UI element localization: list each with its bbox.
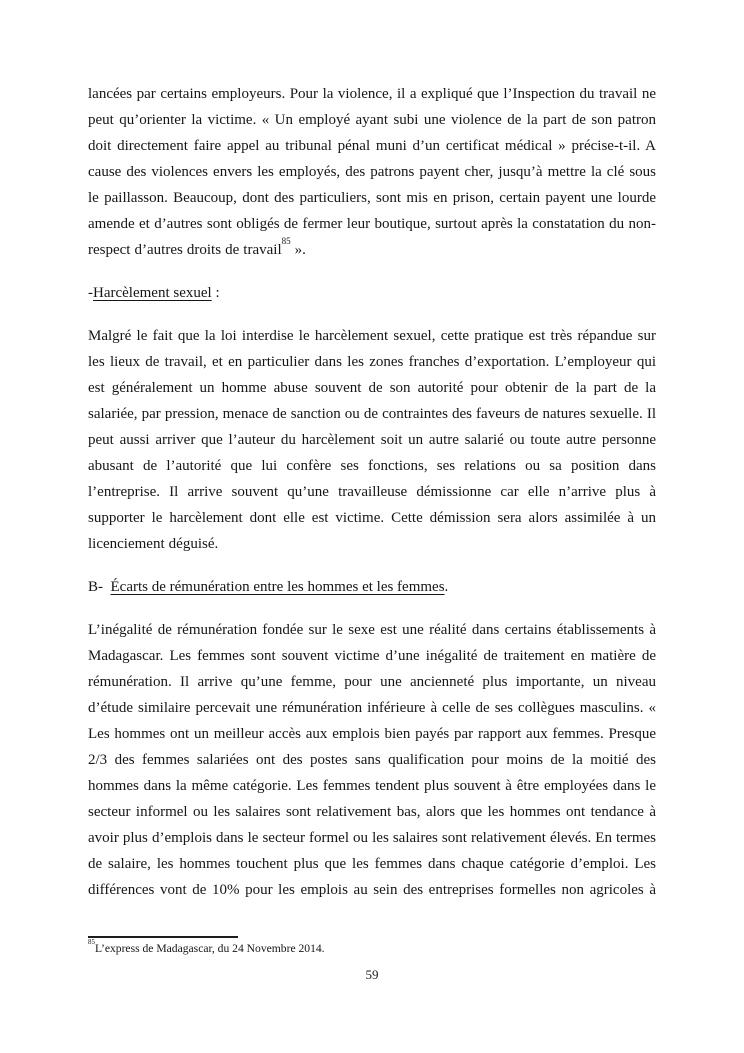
- paragraph-harcelement: Malgré le fait que la loi interdise le harcèlement sexuel, cette pratique est très répandue sur les lieux de travail, et en particulier dans les zones franches d’exportation. L’employeur qui est généralement un homme abuse souvent de son autorité pour obtenir de la part de la salariée, par pression, menace de sanction ou de contraintes des faveurs de natures sexuelle. Il peut aussi arriver que l’auteur du harcèlement soit un autre salarié ou toute autre personne abusant de l’autorité que lui confère ses fonctions, ses relations ou sa position dans l’entreprise. Il arrive souvent qu’une travailleuse démissionne car elle n’arrive plus à supporter le harcèlement dont elle est victime. Cette démission sera alors assimilée à un licenciement déguisé.: [88, 328, 656, 552]
- paragraph-violence-text: lancées par certains employeurs. Pour la violence, il a expliqué que l’Inspection du travail ne peut qu’orienter la victime. « Un employé ayant subi une violence de la part de son patron doit directement faire appel au tribunal pénal muni d’un certificat médical » précise-t-il. A cause des violences envers les employés, des patrons payent cher, jusqu’à mettre la clé sous le paillasson. Beaucoup, dont des particuliers, sont mis en prison, certain payent une lourde amende et d’autres sont obligés de fermer leur boutique, surtout après la constatation du non-respect d’autres droits de travail: [88, 86, 656, 258]
- heading-ecarts-period: .: [444, 579, 449, 595]
- footnote-85-marker: 85: [88, 938, 95, 947]
- footnote-reference-85: 85: [281, 235, 291, 246]
- paragraph-violence: [88, 81, 656, 263]
- paragraph-ecarts: L’inégalité de rémunération fondée sur le sexe est une réalité dans certains établissements à Madagascar. Les femmes sont souvent victime d’une inégalité de traitement en matière de rémunération. Il arrive qu’une femme, pour une ancienneté plus importante, un niveau d’étude similaire percevait une rémunération inférieure à celle de ses collègues masculins. « Les hommes ont un meilleur accès aux emplois bien payés par rapport aux femmes. Presque 2/3 des femmes salariées ont des postes sans qualification pour moins de la moitié des hommes dans la même catégorie. Les femmes tendent plus souvent à être employées dans le secteur informel ou les salaires sont relativement bas, alors que les hommes ont tendance à avoir plus d’emplois dans le secteur formel ou les salaires sont relativement élevés. En termes de salaire, les hommes touchent plus que les femmes dans chaque catégorie d’emploi. Les différences vont de 10% pour les emplois au sein des entreprises formelles non agricoles à: [88, 622, 656, 898]
- heading-harcelement-sexuel: [88, 280, 656, 306]
- heading-harcelement-title: Harcèlement sexuel: [93, 285, 212, 301]
- text-block: [88, 81, 656, 920]
- paragraph-violence-closing-quote: ».: [290, 242, 306, 258]
- heading-harcelement-dash: -: [88, 285, 93, 301]
- footnote-separator: [88, 936, 238, 938]
- page-number: 59: [365, 967, 379, 982]
- footnote-85-text: L’express de Madagascar, du 24 Novembre 2014.: [94, 942, 325, 955]
- heading-ecarts-title: Écarts de rémunération entre les hommes et les femmes: [110, 579, 445, 595]
- heading-ecarts-remuneration: [88, 574, 656, 600]
- heading-harcelement-colon: :: [211, 285, 220, 301]
- heading-ecarts-prefix: B-: [88, 579, 111, 595]
- footnote-85: [88, 938, 656, 956]
- footnote-area: [88, 936, 656, 956]
